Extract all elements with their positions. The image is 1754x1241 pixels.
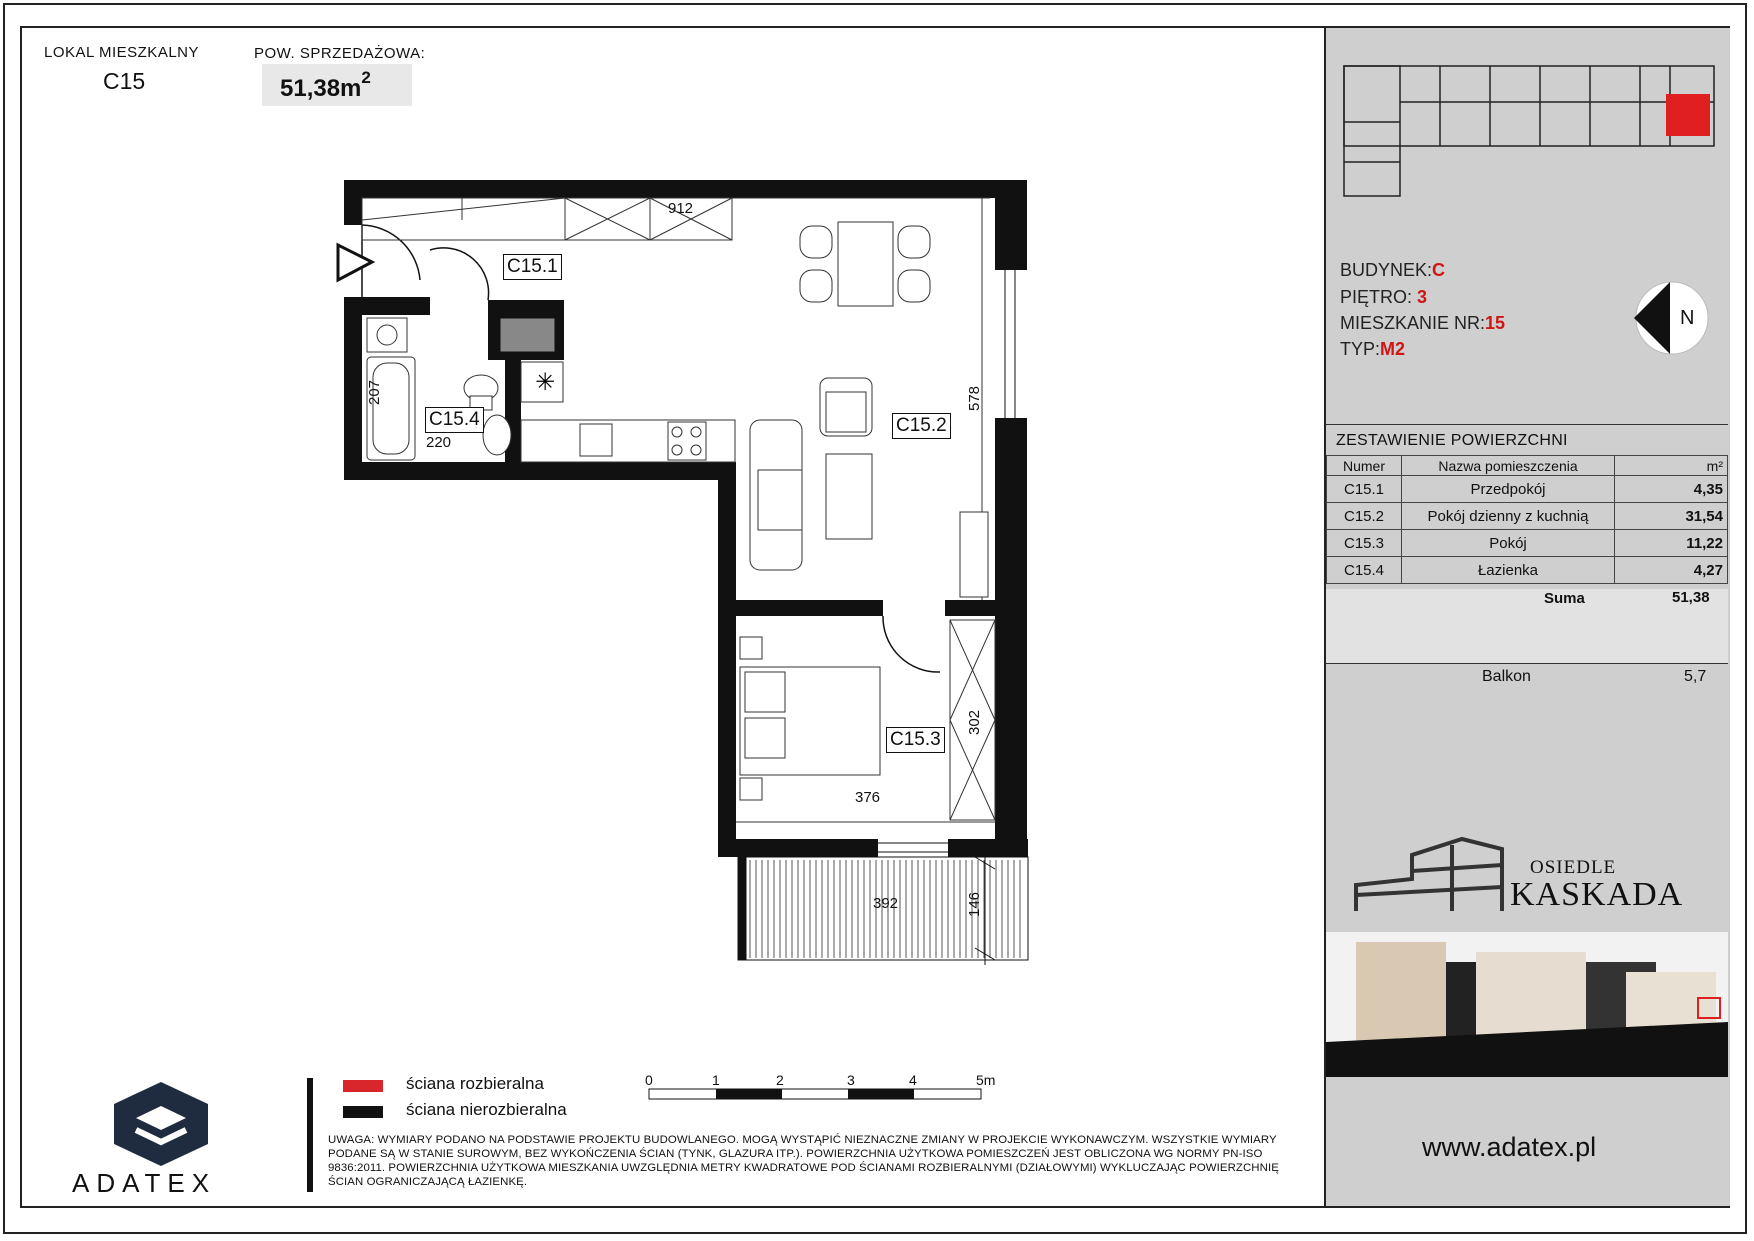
company-name: ADATEX <box>72 1168 217 1198</box>
info-type: TYP:M2 <box>1340 339 1406 359</box>
dim-578: 578 <box>966 385 984 412</box>
living-furniture <box>750 378 988 597</box>
table-row: C15.2 Pokój dzienny z kuchnią 31,54 <box>1327 503 1728 530</box>
summary-table <box>1326 455 1728 584</box>
unit-id: C15 <box>103 68 146 94</box>
scale-tick-4: 4 <box>909 1072 917 1088</box>
estate-name-small: OSIEDLE <box>1530 857 1617 878</box>
window-bedroom <box>878 843 948 852</box>
balcony-divider <box>1326 663 1728 664</box>
scale-tick-5m: 5m <box>976 1072 996 1088</box>
key-plan <box>1340 62 1715 202</box>
estate-name-big: KASKADA <box>1510 876 1684 913</box>
dim-392: 392 <box>873 895 899 912</box>
legend-removable-label: ściana rozbieralna <box>406 1074 544 1093</box>
website-link[interactable]: www.adatex.pl <box>1422 1132 1597 1162</box>
col-name: Nazwa pomieszczenia <box>1402 456 1615 476</box>
company-logo-icon <box>106 1078 216 1168</box>
sum-label: Suma <box>1544 590 1585 607</box>
legend-divider <box>307 1078 313 1192</box>
sum-value: 51,38 <box>1672 589 1710 606</box>
dim-146: 146 <box>966 891 984 918</box>
scale-tick-0: 0 <box>645 1072 653 1088</box>
dim-912: 912 <box>668 200 694 217</box>
balcony-label: Balkon <box>1482 668 1531 685</box>
room-label-c15-4: C15.4 <box>425 407 484 433</box>
legend-non-removable-swatch <box>343 1106 383 1118</box>
disclaimer-note: UWAGA: WYMIARY PODANO NA PODSTAWIE PROJEKTU BUDOWLANEGO. MOGĄ WYSTĄPIĆ NIEZNACZNE ZMIANY W PROJEKCIE WYKONAWCZYM. WSZYSTKIE WYMIARY PODANE SĄ W STANIE SUROWYM, BEZ WYKOŃCZENIA ŚCIAN (TYNK, GLAZURA ITP.). POWIERZCHNIA UŻYTKOWA POMIESZCZEŃ JEST OBLICZONA WG NORMY PN-ISO 9836:2011. POWIERZCHNIA UŻYTKOWA MIESZKANIA UWZGLĘDNIA METRY KWADRATOWE POD ŚCIANAMI ROZBIERALNYMI (DZIAŁOWYMI) WYKLUCZAJĄC POWIERZCHNIĘ ŚCIAN OGRANICZAJĄCĄ ŁAZIENKĘ. <box>328 1134 1279 1188</box>
col-unit: m² <box>1615 456 1728 476</box>
window-right <box>1005 270 1015 418</box>
balcony-value: 5,7 <box>1684 668 1707 685</box>
summary-divider <box>1326 424 1728 425</box>
room-label-c15-3: C15.3 <box>886 727 945 753</box>
legend-removable-swatch <box>343 1080 383 1092</box>
unit-label: LOKAL MIESZKALNY <box>44 44 199 61</box>
scale-bar <box>648 1088 988 1102</box>
shaft <box>500 318 555 352</box>
svg-text:✳: ✳ <box>535 368 556 396</box>
sum-area <box>1326 589 1728 663</box>
north-label: N <box>1680 307 1695 329</box>
room-label-c15-1: C15.1 <box>503 254 562 280</box>
dim-220: 220 <box>426 434 452 451</box>
col-number: Numer <box>1327 456 1402 476</box>
info-apartment: MIESZKANIE NR:15 <box>1340 313 1506 333</box>
table-row: C15.4 Łazienka 4,27 <box>1327 557 1728 584</box>
room-label-c15-2: C15.2 <box>892 413 951 439</box>
dim-302: 302 <box>966 709 984 736</box>
summary-title: ZESTAWIENIE POWIERZCHNI <box>1336 432 1568 449</box>
upper-cabinets <box>362 198 990 600</box>
info-building: BUDYNEK:C <box>1340 260 1446 280</box>
scale-tick-2: 2 <box>776 1072 784 1088</box>
area-value: $51,38m^2$ <box>280 68 371 102</box>
building-render <box>1326 932 1728 1077</box>
estate-logo-icon <box>1352 835 1522 915</box>
table-row: C15.1 Przedpokój 4,35 <box>1327 476 1728 503</box>
dining-set <box>800 222 930 306</box>
key-plan-highlight <box>1666 94 1710 136</box>
scale-tick-3: 3 <box>847 1072 855 1088</box>
scale-tick-1: 1 <box>712 1072 720 1088</box>
dim-207: 207 <box>366 379 384 406</box>
legend-non-removable-label: ściana nierozbieralna <box>406 1100 567 1119</box>
area-label: POW. SPRZEDAŻOWA: <box>254 45 426 62</box>
north-arrow-icon <box>1630 278 1710 358</box>
info-floor: PIĘTRO: 3 <box>1340 287 1428 307</box>
table-row: C15.3 Pokój 11,22 <box>1327 530 1728 557</box>
dim-376: 376 <box>855 789 881 806</box>
